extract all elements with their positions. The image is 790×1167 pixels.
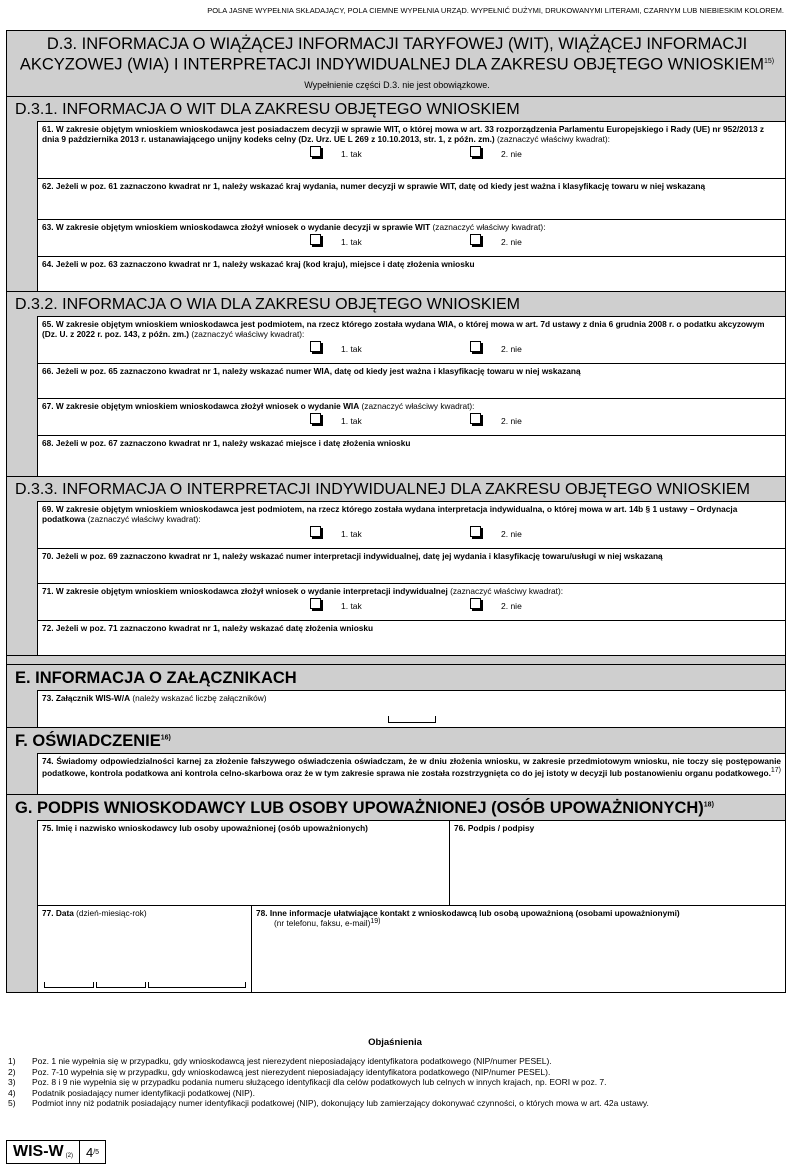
g-row-2 xyxy=(38,905,785,992)
form xyxy=(6,30,786,993)
field-65-note: (zaznaczyć właściwy kwadrat): xyxy=(191,328,305,339)
d33-title: D.3.3. INFORMACJA O INTERPRETACJI INDYWIDUALNEJ DLA ZAKRESU OBJĘTEGO WNIOSKIEM xyxy=(7,476,785,501)
explanation-num: 1) xyxy=(8,1056,16,1066)
explanation-text: Podatnik posiadający numer identyfikacji podatkowej (NIP). xyxy=(32,1087,256,1098)
e-block xyxy=(37,690,785,727)
field-62-label: 62. Jeżeli w poz. 61 zaznaczono kwadrat nr 1, należy wskazać kraj wydania, numer decyzji w sprawie WIT, datę od kiedy jest ważna i klasyfikację towaru w niej wskazaną xyxy=(42,180,706,191)
explanation-text: Podmiot inny niż podatnik posiadający numer identyfikacji podatkowej (NIP), dokonujący lub zamierzający dokonywać czynności, o których mowa w art. 42a ustawy. xyxy=(32,1098,649,1108)
field-72[interactable] xyxy=(38,620,785,655)
option-yes-label: 1. tak xyxy=(341,415,362,426)
section-gap xyxy=(7,655,785,664)
field-64[interactable] xyxy=(38,256,785,291)
g-title: G. PODPIS WNIOSKODAWCY LUB OSOBY UPOWAŻNIONEJ (OSÓB UPOWAŻNIONYCH) xyxy=(15,798,704,817)
explanation-text: Poz. 7-10 wypełnia się w przypadku, gdy wnioskodawcą jest nierezydent nieposiadający identyfikatora podatkowego (NIP/numer PESEL). xyxy=(32,1066,551,1077)
field-63-label: 63. W zakresie objętym wnioskiem wnioskodawca złożył wniosek o wydanie decyzji w sprawie WIT xyxy=(42,221,431,232)
option-69-yes[interactable] xyxy=(310,526,470,539)
option-71-yes[interactable] xyxy=(310,598,470,611)
field-68-label: 68. Jeżeli w poz. 67 zaznaczono kwadrat nr 1, należy wskazać miejsce i datę złożenia wniosku xyxy=(42,437,411,448)
field-61 xyxy=(38,121,785,178)
field-63 xyxy=(38,219,785,256)
field-75-label: 75. Imię i nazwisko wnioskodawcy lub osoby upoważnionej (osób upoważnionych) xyxy=(42,822,368,833)
checkbox-63-yes[interactable] xyxy=(310,234,321,245)
field-64-label: 64. Jeżeli w poz. 63 zaznaczono kwadrat nr 1, należy wskazać kraj (kod kraju), miejsce i datę złożenia wniosku xyxy=(42,258,475,269)
option-61-no[interactable] xyxy=(470,146,630,159)
option-67-no[interactable] xyxy=(470,413,630,426)
f-title: F. OŚWIADCZENIE xyxy=(15,731,161,750)
field-78-label: 78. Inne informacje ułatwiające kontakt z wnioskodawcą lub osobą upoważnioną (osobami upoważnionymi) xyxy=(256,907,680,918)
field-77-note: (dzień-miesiąc-rok) xyxy=(76,907,147,918)
checkbox-65-no[interactable] xyxy=(470,341,481,352)
field-74-text: 74. Świadomy odpowiedzialności karnej za złożenie fałszywego oświadczenia oświadczam, że w dniu złożenia wniosku, w zakresie przedmiotowym wniosku, nie toczy się postępowanie podatkowe, kontrola podatkowa ani kontrola celno-skarbowa oraz że w tym zakresie sprawa nie została rozstrzygnięta co do jej istoty w decyzji lub postanowieniu organu podatkowego. xyxy=(42,755,781,778)
field-76[interactable] xyxy=(450,821,785,905)
page-number xyxy=(80,1141,105,1163)
option-65-no[interactable] xyxy=(470,341,630,354)
field-67 xyxy=(38,398,785,435)
checkbox-71-no[interactable] xyxy=(470,598,481,609)
field-69-label: 69. W zakresie objętym wnioskiem wnioskodawca jest podmiotem, na rzecz którego została wydana interpretacja indywidualna, o której mowa w art. 14b § 1 ustawy – Ordynacja podatkowa xyxy=(42,503,738,524)
page-current: 4 xyxy=(86,1144,94,1160)
option-61-yes[interactable] xyxy=(310,146,470,159)
explanation-num: 4) xyxy=(8,1087,16,1098)
option-no-label: 2. nie xyxy=(501,236,522,247)
field-66-label: 66. Jeżeli w poz. 65 zaznaczono kwadrat nr 1, należy wskazać numer WIA, datę od kiedy jest ważna i klasyfikację towaru w niej wskazaną xyxy=(42,365,581,376)
checkbox-69-no[interactable] xyxy=(470,526,481,537)
explanation-text: Poz. 8 i 9 nie wypełnia się w przypadku podania numeru służącego identyfikacji dla celów podatkowych lub celnych w innych krajach, np. EORI w poz. 7. xyxy=(32,1077,607,1087)
field-62[interactable] xyxy=(38,178,785,219)
explanation-num: 3) xyxy=(8,1077,16,1087)
field-69-note: (zaznaczyć właściwy kwadrat): xyxy=(87,513,201,524)
explanation-item xyxy=(0,1067,790,1078)
option-no-label: 2. nie xyxy=(501,600,522,611)
d3-header xyxy=(7,31,785,96)
field-63-options xyxy=(42,234,781,247)
field-75[interactable] xyxy=(38,821,450,905)
field-69 xyxy=(38,501,785,548)
date-boxes[interactable] xyxy=(44,982,246,988)
g-header xyxy=(7,794,785,820)
form-code xyxy=(7,1141,80,1163)
field-78-footnote: 19) xyxy=(370,917,381,925)
d31-block xyxy=(37,121,785,291)
d33-block xyxy=(37,501,785,655)
field-71 xyxy=(38,583,785,620)
option-no-label: 2. nie xyxy=(501,415,522,426)
g-block xyxy=(37,820,785,992)
option-65-yes[interactable] xyxy=(310,341,470,354)
attachment-count-box[interactable] xyxy=(388,716,436,723)
checkbox-63-no[interactable] xyxy=(470,234,481,245)
date-month-box[interactable] xyxy=(96,982,146,988)
date-year-box[interactable] xyxy=(148,982,246,988)
checkbox-67-no[interactable] xyxy=(470,413,481,424)
field-77[interactable] xyxy=(38,906,252,992)
option-yes-label: 1. tak xyxy=(341,600,362,611)
field-68[interactable] xyxy=(38,435,785,476)
d32-block xyxy=(37,316,785,476)
field-71-label: 71. W zakresie objętym wnioskiem wnioskodawca złożył wniosek o wydanie interpretacji indywidualnej xyxy=(42,585,448,596)
f-header xyxy=(7,727,785,753)
explanations-title: Objaśnienia xyxy=(368,1037,422,1048)
date-day-box[interactable] xyxy=(44,982,94,988)
explanation-num: 5) xyxy=(8,1098,16,1108)
f-block xyxy=(37,753,785,794)
field-73-note: (należy wskazać liczbę załączników) xyxy=(132,692,267,703)
option-yes-label: 1. tak xyxy=(341,236,362,247)
field-70-label: 70. Jeżeli w poz. 69 zaznaczono kwadrat nr 1, należy wskazać numer interpretacji indywidualnej, datę jej wydania i klasyfikację towaru/usługi w niej wskazaną xyxy=(42,550,663,561)
option-no-label: 2. nie xyxy=(501,528,522,539)
checkbox-61-no[interactable] xyxy=(470,146,481,157)
d3-note: Wypełnienie części D.3. nie jest obowiązkowe. xyxy=(304,79,490,90)
form-code-label: WIS-W xyxy=(13,1143,64,1160)
option-yes-label: 1. tak xyxy=(341,528,362,539)
explanation-item xyxy=(0,1077,790,1088)
field-74-footnote: 17) xyxy=(770,766,782,774)
option-63-yes[interactable] xyxy=(310,234,470,247)
field-78[interactable] xyxy=(252,906,785,992)
form-variant: (2) xyxy=(65,1153,73,1159)
d3-title: D.3. INFORMACJA O WIĄŻĄCEJ INFORMACJI TARYFOWEJ (WIT), WIĄŻĄCEJ INFORMACJI AKCYZOWEJ (WIA) I INTERPRETACJI INDYWIDUALNEJ DLA ZAKRESU OBJĘTEGO WNIOSKIEM xyxy=(19,35,764,74)
explanation-item xyxy=(0,1098,790,1109)
e-title: E. INFORMACJA O ZAŁĄCZNIKACH xyxy=(7,664,785,690)
field-72-label: 72. Jeżeli w poz. 71 zaznaczono kwadrat nr 1, należy wskazać datę złożenia wniosku xyxy=(42,622,374,633)
g-footnote: 18) xyxy=(703,801,714,808)
field-71-note: (zaznaczyć właściwy kwadrat): xyxy=(450,585,564,596)
field-66[interactable] xyxy=(38,363,785,398)
explanation-item xyxy=(0,1056,790,1067)
checkbox-67-yes[interactable] xyxy=(310,413,321,424)
explanation-text: Poz. 1 nie wypełnia się w przypadku, gdy wnioskodawcą jest nierezydent nieposiadający identyfikatora podatkowego (NIP/numer PESEL). xyxy=(32,1056,552,1066)
field-61-options xyxy=(42,146,781,159)
option-67-yes[interactable] xyxy=(310,413,470,426)
field-73[interactable] xyxy=(38,690,785,727)
explanations xyxy=(0,1037,790,1109)
checkbox-71-yes[interactable] xyxy=(310,598,321,609)
field-65 xyxy=(38,316,785,363)
field-74 xyxy=(38,753,785,794)
checkbox-69-yes[interactable] xyxy=(310,526,321,537)
g-row-1 xyxy=(38,820,785,905)
field-65-options xyxy=(42,341,781,354)
field-61-label: 61. W zakresie objętym wnioskiem wnioskodawca jest posiadaczem decyzji w sprawie WIT, o której mowa w art. 33 rozporządzenia Parlamentu Europejskiego i Rady (UE) nr 952/2013 z dnia 9 października 2013 r. ustanawiającego unijny kodeks celny (Dz. Urz. UE L 269 z 10.10.2013, str. 1, z późn. zm.) xyxy=(42,123,765,144)
option-yes-label: 1. tak xyxy=(341,148,362,159)
field-67-note: (zaznaczyć właściwy kwadrat): xyxy=(361,400,475,411)
field-71-options xyxy=(42,598,781,611)
field-76-label: 76. Podpis / podpisy xyxy=(454,822,535,833)
checkbox-65-yes[interactable] xyxy=(310,341,321,352)
checkbox-61-yes[interactable] xyxy=(310,146,321,157)
field-69-options xyxy=(42,526,781,539)
option-69-no[interactable] xyxy=(470,526,630,539)
d3-footnote: 15) xyxy=(763,58,775,65)
option-63-no[interactable] xyxy=(470,234,630,247)
field-61-note: (zaznaczyć właściwy kwadrat): xyxy=(496,133,610,144)
field-78-note: (nr telefonu, faksu, e-mail) xyxy=(274,918,371,929)
explanation-item xyxy=(0,1088,790,1099)
option-no-label: 2. nie xyxy=(501,343,522,354)
option-71-no[interactable] xyxy=(470,598,630,611)
top-note: POLA JASNE WYPEŁNIA SKŁADAJĄCY, POLA CIEMNE WYPEŁNIA URZĄD. WYPEŁNIĆ DUŻYMI, DRUKOWANYMI LITERAMI, CZARNYM LUB NIEBIESKIM KOLOREM. xyxy=(207,6,784,15)
field-63-note: (zaznaczyć właściwy kwadrat): xyxy=(432,221,546,232)
field-77-label: 77. Data xyxy=(42,907,74,918)
field-67-options xyxy=(42,413,781,426)
form-footer xyxy=(6,1140,106,1164)
option-yes-label: 1. tak xyxy=(341,343,362,354)
explanation-num: 2) xyxy=(8,1066,16,1077)
option-no-label: 2. nie xyxy=(501,148,522,159)
d31-title: D.3.1. INFORMACJA O WIT DLA ZAKRESU OBJĘTEGO WNIOSKIEM xyxy=(7,96,785,121)
f-footnote: 16) xyxy=(160,734,171,741)
d32-title: D.3.2. INFORMACJA O WIA DLA ZAKRESU OBJĘTEGO WNIOSKIEM xyxy=(7,291,785,316)
field-65-label: 65. W zakresie objętym wnioskiem wnioskodawca jest podmiotem, na rzecz którego została wydana WIA, o której mowa w art. 7d ustawy z dnia 6 grudnia 2008 r. o podatku akcyzowym (Dz. U. z 2022 r. poz. 143, z późn. zm.) xyxy=(42,318,765,339)
field-70[interactable] xyxy=(38,548,785,583)
field-73-label: 73. Załącznik WIS-W/A xyxy=(42,692,131,703)
page-total: /5 xyxy=(93,1148,100,1156)
field-67-label: 67. W zakresie objętym wnioskiem wnioskodawca złożył wniosek o wydanie WIA xyxy=(42,400,360,411)
